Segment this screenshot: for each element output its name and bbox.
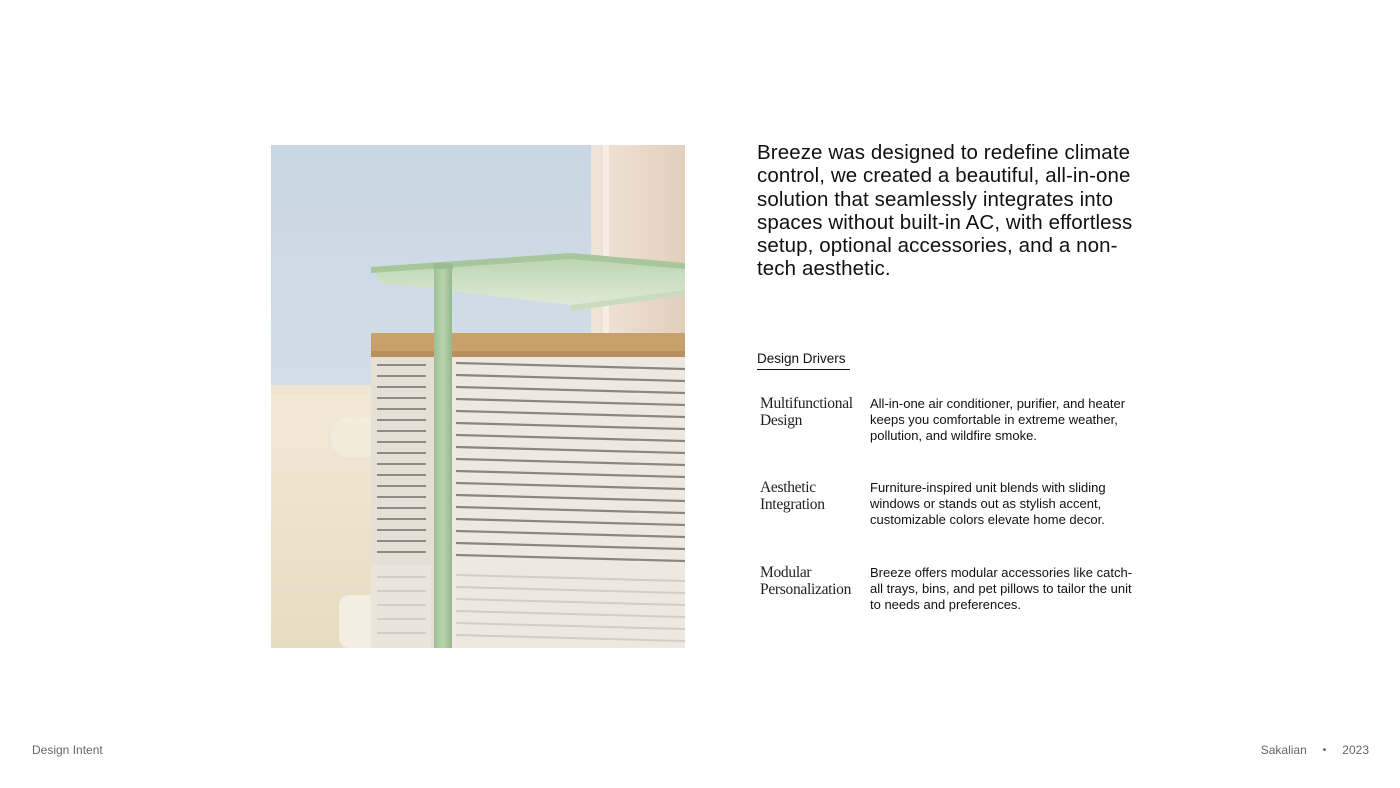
footer-section-label: Design Intent — [32, 743, 103, 757]
footer-author: Sakalian — [1260, 743, 1307, 757]
driver-description: Furniture-inspired unit blends with sliding windows or stands out as stylish accent, customizable colors elevate home decor. — [870, 480, 1106, 528]
design-drivers-heading: Design Drivers — [757, 351, 850, 370]
driver-description: Breeze offers modular accessories like catch-all trays, bins, and pet pillows to tailor the unit to needs and preferences. — [870, 565, 1133, 613]
footer-credits — [1261, 743, 1369, 757]
driver-title: Aesthetic Integration — [760, 479, 825, 513]
breeze-unit-illustration — [271, 145, 685, 648]
driver-title: Modular Personalization — [760, 564, 852, 598]
footer-year: 2023 — [1342, 743, 1369, 757]
footer-separator: • — [1322, 744, 1327, 756]
product-photo — [271, 145, 685, 648]
driver-description: All-in-one air conditioner, purifier, and heater keeps you comfortable in extreme weather, pollution, and wildfire smoke. — [870, 396, 1126, 444]
driver-title: Multifunctional Design — [760, 395, 853, 429]
intro-paragraph: Breeze was designed to redefine climate control, we created a beautiful, all-in-one solution that seamlessly integrates into spaces without built-in AC, with effortless setup, optional accessories, and a non-tech aesthetic. — [757, 141, 1133, 281]
